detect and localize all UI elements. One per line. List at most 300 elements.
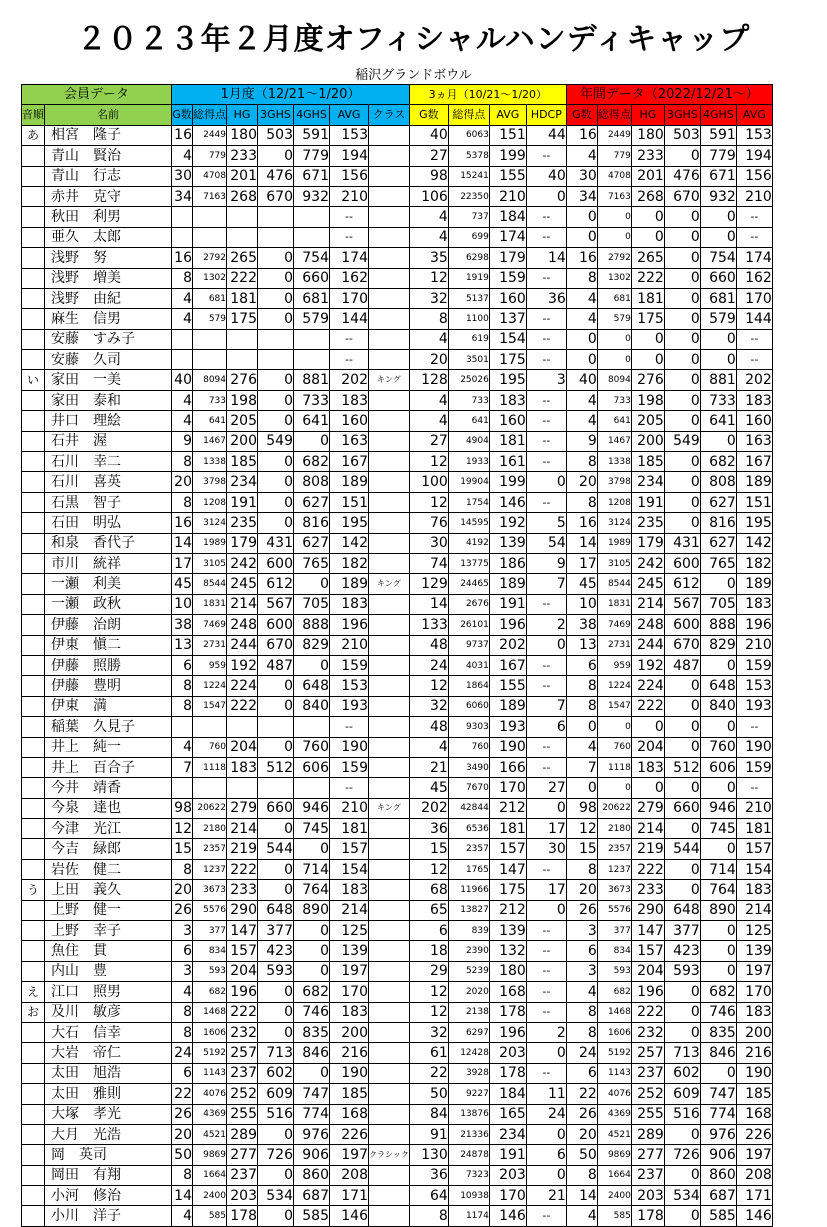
column-header: AVG	[330, 105, 369, 125]
kana-index-cell	[22, 186, 45, 206]
value-cell: 50	[566, 1145, 597, 1165]
value-cell: 174	[736, 248, 772, 268]
value-cell: 0	[664, 1124, 700, 1144]
table-row	[22, 574, 773, 594]
value-cell: 746	[294, 1002, 330, 1022]
value-cell: 0	[294, 655, 330, 675]
value-cell: 7	[526, 696, 566, 716]
class-cell	[369, 961, 410, 981]
value-cell: 641	[597, 411, 631, 431]
value-cell: 20	[172, 472, 193, 492]
value-cell: 9303	[448, 717, 489, 737]
class-cell	[369, 1002, 410, 1022]
value-cell: 890	[700, 900, 736, 920]
value-cell: 6	[566, 941, 597, 961]
value-cell: 593	[193, 961, 227, 981]
member-name-cell: 伊藤 豊明	[45, 676, 172, 696]
value-cell: 6	[172, 941, 193, 961]
value-cell: 27	[526, 778, 566, 798]
value-cell: 175	[489, 880, 526, 900]
value-cell	[193, 207, 227, 227]
value-cell: 8	[172, 1022, 193, 1042]
member-name-cell: 魚住 貫	[45, 941, 172, 961]
value-cell: 185	[736, 1084, 772, 1104]
value-cell: 226	[736, 1124, 772, 1144]
value-cell: 248	[631, 615, 664, 635]
class-cell	[369, 227, 410, 247]
table-row	[22, 411, 773, 431]
value-cell: 0	[631, 350, 664, 370]
member-name-cell: 石川 幸二	[45, 452, 172, 472]
value-cell: 30	[526, 839, 566, 859]
table-row	[22, 635, 773, 655]
value-cell: 184	[489, 1084, 526, 1104]
value-cell: 252	[631, 1084, 664, 1104]
value-cell: 0	[258, 676, 294, 696]
table-row	[22, 207, 773, 227]
value-cell: 534	[664, 1186, 700, 1206]
value-cell	[227, 350, 258, 370]
value-cell: 779	[193, 146, 227, 166]
value-cell: 760	[700, 737, 736, 757]
value-cell: 602	[258, 1063, 294, 1083]
group-header-row	[22, 85, 773, 105]
value-cell: 0	[526, 635, 566, 655]
value-cell: 16	[566, 248, 597, 268]
member-name-cell: 井上 百合子	[45, 757, 172, 777]
member-name-cell: 石田 明弘	[45, 513, 172, 533]
value-cell	[258, 778, 294, 798]
value-cell: 22350	[448, 186, 489, 206]
value-cell: 7469	[193, 615, 227, 635]
value-cell: 167	[489, 655, 526, 675]
kana-index-cell	[22, 472, 45, 492]
value-cell: 190	[330, 1063, 369, 1083]
value-cell: 4	[409, 737, 448, 757]
value-cell: 0	[566, 717, 597, 737]
value-cell: 232	[227, 1022, 258, 1042]
class-cell	[369, 329, 410, 349]
value-cell	[193, 778, 227, 798]
value-cell: 2792	[597, 248, 631, 268]
value-cell: 237	[227, 1165, 258, 1185]
table-row	[22, 961, 773, 981]
value-cell: --	[736, 778, 772, 798]
kana-index-cell	[22, 248, 45, 268]
value-cell: 726	[258, 1145, 294, 1165]
table-row	[22, 472, 773, 492]
value-cell: 174	[489, 227, 526, 247]
value-cell: 5137	[448, 288, 489, 308]
value-cell: 1989	[597, 533, 631, 553]
table-row	[22, 859, 773, 879]
value-cell: 881	[700, 370, 736, 390]
value-cell: 2180	[193, 819, 227, 839]
value-cell: 48	[409, 635, 448, 655]
table-row	[22, 553, 773, 573]
value-cell: 534	[258, 1186, 294, 1206]
value-cell: 125	[736, 921, 772, 941]
value-cell: 222	[227, 696, 258, 716]
value-cell: 5	[526, 513, 566, 533]
value-cell: 178	[489, 1002, 526, 1022]
value-cell: 181	[489, 819, 526, 839]
kana-index-cell	[22, 859, 45, 879]
table-row	[22, 492, 773, 512]
value-cell: 36	[409, 819, 448, 839]
class-cell	[369, 125, 410, 145]
value-cell: 4	[409, 227, 448, 247]
table-row	[22, 819, 773, 839]
value-cell: --	[526, 390, 566, 410]
member-name-cell: 市川 統祥	[45, 553, 172, 573]
kana-index-cell	[22, 1145, 45, 1165]
value-cell: 2180	[597, 819, 631, 839]
value-cell: 159	[736, 655, 772, 675]
value-cell: 0	[664, 146, 700, 166]
value-cell: 4031	[448, 655, 489, 675]
table-row	[22, 248, 773, 268]
value-cell: 147	[489, 859, 526, 879]
value-cell: 681	[597, 288, 631, 308]
value-cell: 8	[172, 268, 193, 288]
value-cell: 14	[526, 248, 566, 268]
value-cell: 222	[631, 268, 664, 288]
value-cell: 183	[631, 757, 664, 777]
value-cell: 222	[631, 859, 664, 879]
value-cell: 431	[258, 533, 294, 553]
kana-index-cell	[22, 146, 45, 166]
value-cell: 890	[294, 900, 330, 920]
value-cell: 7	[566, 757, 597, 777]
value-cell: 167	[330, 452, 369, 472]
value-cell: 29	[409, 961, 448, 981]
class-cell	[369, 676, 410, 696]
value-cell: 248	[227, 615, 258, 635]
table-row	[22, 288, 773, 308]
member-name-cell: 大岩 帝仁	[45, 1043, 172, 1063]
value-cell: 670	[258, 635, 294, 655]
table-row	[22, 941, 773, 961]
class-cell	[369, 982, 410, 1002]
value-cell: 0	[258, 1165, 294, 1185]
value-cell: 189	[330, 574, 369, 594]
value-cell: --	[526, 309, 566, 329]
value-cell: 648	[258, 900, 294, 920]
kana-index-cell	[22, 1022, 45, 1042]
value-cell: 765	[294, 553, 330, 573]
kana-index-cell	[22, 309, 45, 329]
value-cell: 237	[631, 1165, 664, 1185]
value-cell: 106	[409, 186, 448, 206]
value-cell: 705	[294, 594, 330, 614]
value-cell: 233	[227, 146, 258, 166]
kana-index-cell	[22, 1104, 45, 1124]
value-cell: 4	[566, 737, 597, 757]
value-cell: 0	[294, 941, 330, 961]
value-cell: 1664	[597, 1165, 631, 1185]
value-cell: 906	[700, 1145, 736, 1165]
value-cell: 14	[566, 533, 597, 553]
value-cell: --	[526, 268, 566, 288]
value-cell: 0	[700, 839, 736, 859]
value-cell: --	[526, 1063, 566, 1083]
value-cell: --	[526, 859, 566, 879]
value-cell: 0	[597, 207, 631, 227]
value-cell: --	[526, 982, 566, 1002]
value-cell: 7163	[597, 186, 631, 206]
value-cell: 163	[736, 431, 772, 451]
value-cell: 214	[631, 819, 664, 839]
value-cell: 16	[172, 125, 193, 145]
value-cell: 234	[489, 1124, 526, 1144]
column-header: 3GHS	[664, 105, 700, 125]
class-cell	[369, 921, 410, 941]
value-cell: --	[526, 431, 566, 451]
table-row	[22, 1124, 773, 1144]
value-cell: 8	[172, 696, 193, 716]
value-cell: 22	[172, 1084, 193, 1104]
value-cell: 6	[409, 921, 448, 941]
value-cell: 0	[258, 472, 294, 492]
value-cell: 8	[172, 492, 193, 512]
value-cell: 682	[294, 452, 330, 472]
value-cell: 6	[526, 717, 566, 737]
value-cell: 170	[736, 982, 772, 1002]
value-cell: 65	[409, 900, 448, 920]
value-cell: 224	[227, 676, 258, 696]
value-cell: 1989	[193, 533, 227, 553]
column-header: 総得点	[448, 105, 489, 125]
value-cell: 760	[597, 737, 631, 757]
value-cell: 0	[258, 859, 294, 879]
member-name-cell: 和泉 香代子	[45, 533, 172, 553]
value-cell: 179	[227, 533, 258, 553]
column-header: HG	[227, 105, 258, 125]
value-cell: 764	[294, 880, 330, 900]
column-header: G数	[172, 105, 193, 125]
class-cell	[369, 655, 410, 675]
table-row	[22, 696, 773, 716]
value-cell: 1118	[193, 757, 227, 777]
value-cell: 660	[294, 268, 330, 288]
class-cell: キング	[369, 370, 410, 390]
value-cell: 6536	[448, 819, 489, 839]
value-cell: 503	[664, 125, 700, 145]
kana-index-cell	[22, 676, 45, 696]
kana-index-cell: お	[22, 1002, 45, 1022]
value-cell: 11	[526, 1084, 566, 1104]
value-cell: 20622	[597, 798, 631, 818]
value-cell: 167	[736, 452, 772, 472]
value-cell: 0	[258, 982, 294, 1002]
kana-index-cell	[22, 227, 45, 247]
value-cell: 8544	[597, 574, 631, 594]
value-cell: 9869	[597, 1145, 631, 1165]
kana-index-cell	[22, 655, 45, 675]
value-cell: 0	[258, 390, 294, 410]
value-cell: 4	[172, 390, 193, 410]
value-cell: 9	[566, 431, 597, 451]
value-cell: 0	[664, 737, 700, 757]
value-cell: 157	[631, 941, 664, 961]
value-cell: 1831	[193, 594, 227, 614]
value-cell: 27	[409, 146, 448, 166]
value-cell: 1208	[597, 492, 631, 512]
value-cell: 159	[736, 757, 772, 777]
class-cell	[369, 248, 410, 268]
value-cell: 4708	[193, 166, 227, 186]
value-cell	[258, 207, 294, 227]
kana-index-cell	[22, 411, 45, 431]
value-cell: 4	[566, 1206, 597, 1226]
member-name-cell: 亜久 太郎	[45, 227, 172, 247]
value-cell: 20	[172, 880, 193, 900]
member-name-cell: 麻生 信男	[45, 309, 172, 329]
value-cell: 733	[597, 390, 631, 410]
value-cell: 733	[700, 390, 736, 410]
value-cell: 34	[172, 186, 193, 206]
value-cell: 201	[227, 166, 258, 186]
column-header: 音順	[22, 105, 45, 125]
value-cell: 12	[566, 819, 597, 839]
table-row	[22, 227, 773, 247]
column-header: クラス	[369, 105, 410, 125]
value-cell: 208	[736, 1165, 772, 1185]
value-cell: 1606	[193, 1022, 227, 1042]
value-cell: 612	[258, 574, 294, 594]
value-cell: 829	[700, 635, 736, 655]
value-cell: 226	[330, 1124, 369, 1144]
value-cell: 7469	[597, 615, 631, 635]
handicap-table	[21, 84, 773, 1227]
class-cell	[369, 309, 410, 329]
kana-index-cell	[22, 574, 45, 594]
value-cell: 157	[330, 839, 369, 859]
value-cell: 503	[258, 125, 294, 145]
value-cell: 21336	[448, 1124, 489, 1144]
value-cell: 157	[489, 839, 526, 859]
value-cell: 0	[597, 778, 631, 798]
column-header: G数	[566, 105, 597, 125]
kana-index-cell	[22, 492, 45, 512]
value-cell: 687	[700, 1186, 736, 1206]
value-cell: 214	[227, 819, 258, 839]
value-cell: 1224	[597, 676, 631, 696]
value-cell: 27	[409, 431, 448, 451]
value-cell: 747	[294, 1084, 330, 1104]
value-cell: 15	[409, 839, 448, 859]
value-cell: 834	[193, 941, 227, 961]
value-cell: 24	[172, 1043, 193, 1063]
value-cell: 159	[330, 655, 369, 675]
value-cell: 26	[172, 900, 193, 920]
value-cell: 17	[566, 553, 597, 573]
column-header: HDCP	[526, 105, 566, 125]
value-cell: 203	[489, 1043, 526, 1063]
value-cell: 0	[258, 492, 294, 512]
value-cell: 197	[330, 961, 369, 981]
value-cell: 216	[736, 1043, 772, 1063]
value-cell: 151	[330, 492, 369, 512]
value-cell: 4708	[597, 166, 631, 186]
column-header-row	[22, 105, 773, 125]
value-cell: 190	[330, 737, 369, 757]
value-cell: 7163	[193, 186, 227, 206]
column-header: 3GHS	[258, 105, 294, 125]
value-cell: 9869	[193, 1145, 227, 1165]
value-cell: 0	[597, 227, 631, 247]
value-cell: 16	[566, 125, 597, 145]
value-cell: 713	[664, 1043, 700, 1063]
value-cell: 585	[294, 1206, 330, 1226]
table-row	[22, 1063, 773, 1083]
kana-index-cell	[22, 717, 45, 737]
value-cell: 9	[172, 431, 193, 451]
value-cell: 4	[172, 737, 193, 757]
value-cell: 0	[258, 288, 294, 308]
value-cell: 160	[330, 411, 369, 431]
value-cell: 154	[330, 859, 369, 879]
class-cell	[369, 778, 410, 798]
value-cell: 3105	[597, 553, 631, 573]
member-name-cell: 岩佐 健二	[45, 859, 172, 879]
member-name-cell: 石黒 智子	[45, 492, 172, 512]
member-name-cell: 大月 光浩	[45, 1124, 172, 1144]
value-cell: 2792	[193, 248, 227, 268]
value-cell: 0	[664, 370, 700, 390]
value-cell: 98	[172, 798, 193, 818]
kana-index-cell	[22, 941, 45, 961]
value-cell: 0	[526, 186, 566, 206]
member-name-cell: 井上 純一	[45, 737, 172, 757]
table-row	[22, 186, 773, 206]
value-cell: 754	[294, 248, 330, 268]
kana-index-cell	[22, 819, 45, 839]
value-cell: 1547	[193, 696, 227, 716]
value-cell: 1208	[193, 492, 227, 512]
value-cell: 153	[330, 125, 369, 145]
value-cell: 600	[258, 615, 294, 635]
value-cell: 682	[193, 982, 227, 1002]
value-cell: 487	[258, 655, 294, 675]
value-cell: 189	[736, 574, 772, 594]
value-cell: 3673	[193, 880, 227, 900]
value-cell: 593	[597, 961, 631, 981]
member-name-cell: 太田 旭浩	[45, 1063, 172, 1083]
value-cell: 147	[631, 921, 664, 941]
value-cell: 210	[330, 798, 369, 818]
value-cell: 714	[294, 859, 330, 879]
class-cell	[369, 615, 410, 635]
member-name-cell: 江口 照男	[45, 982, 172, 1002]
value-cell: 224	[631, 676, 664, 696]
value-cell: 0	[258, 1124, 294, 1144]
value-cell: 976	[700, 1124, 736, 1144]
value-cell: 585	[193, 1206, 227, 1226]
value-cell: 234	[631, 472, 664, 492]
value-cell: 431	[664, 533, 700, 553]
value-cell: 182	[736, 553, 772, 573]
value-cell: 1467	[193, 431, 227, 451]
value-cell: 84	[409, 1104, 448, 1124]
value-cell: 48	[409, 717, 448, 737]
value-cell: 191	[227, 492, 258, 512]
value-cell: 670	[664, 635, 700, 655]
value-cell: 16	[566, 513, 597, 533]
class-cell	[369, 1186, 410, 1206]
value-cell: 50	[172, 1145, 193, 1165]
